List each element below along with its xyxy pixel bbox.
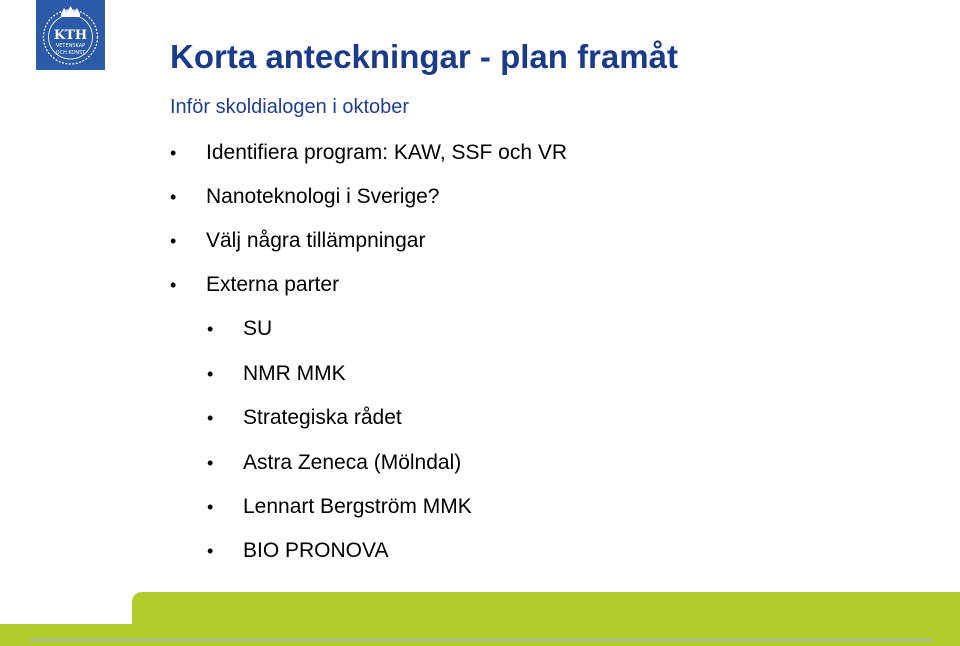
- list-item-text: Välj några tillämpningar: [206, 229, 426, 252]
- bullet-icon: •: [207, 364, 214, 384]
- list-item: [207, 539, 389, 563]
- list-item-text: SU: [243, 317, 273, 340]
- bullet-icon: •: [170, 143, 177, 163]
- logo-vetenskap-text: VETENSKAP: [55, 43, 86, 49]
- bullet-icon: •: [207, 319, 214, 339]
- list-item: [170, 273, 340, 297]
- slide-title: Korta anteckningar - plan framåt: [170, 38, 678, 75]
- logo-konst-text: OCH KONST: [55, 50, 86, 56]
- logo-kth-text: KTH: [53, 28, 88, 43]
- list-item-text: Strategiska rådet: [243, 406, 402, 429]
- bullet-icon: •: [170, 187, 177, 207]
- list-item: [207, 495, 472, 519]
- bullet-icon: •: [207, 453, 214, 473]
- list-item: [207, 317, 273, 341]
- list-item-text: Externa parter: [206, 273, 340, 296]
- list-item-text: NMR MMK: [243, 362, 346, 385]
- bullet-icon: •: [170, 275, 177, 295]
- list-item-text: BIO PRONOVA: [243, 539, 389, 562]
- list-item: [170, 141, 568, 165]
- list-item-text: Nanoteknologi i Sverige?: [206, 185, 440, 208]
- bullet-icon: •: [207, 408, 214, 428]
- bullet-icon: •: [207, 541, 214, 561]
- bullet-icon: •: [207, 497, 214, 517]
- slide-subtitle: Inför skoldialogen i oktober: [170, 96, 410, 118]
- list-item-text: Identifiera program: KAW, SSF och VR: [206, 141, 568, 164]
- kth-crest-icon: [36, 0, 105, 70]
- list-item-text: Lennart Bergström MMK: [243, 495, 472, 518]
- bullet-icon: •: [170, 231, 177, 251]
- list-item: [170, 185, 440, 209]
- footer-line: [30, 639, 932, 641]
- list-item-text: Astra Zeneca (Mölndal): [243, 451, 462, 474]
- footer-bar-tab: [0, 624, 140, 646]
- footer-bar: [132, 592, 960, 646]
- list-item: [207, 362, 346, 386]
- list-item: [170, 229, 426, 253]
- list-item: [207, 406, 402, 430]
- kth-logo: [36, 0, 105, 70]
- list-item: [207, 451, 462, 475]
